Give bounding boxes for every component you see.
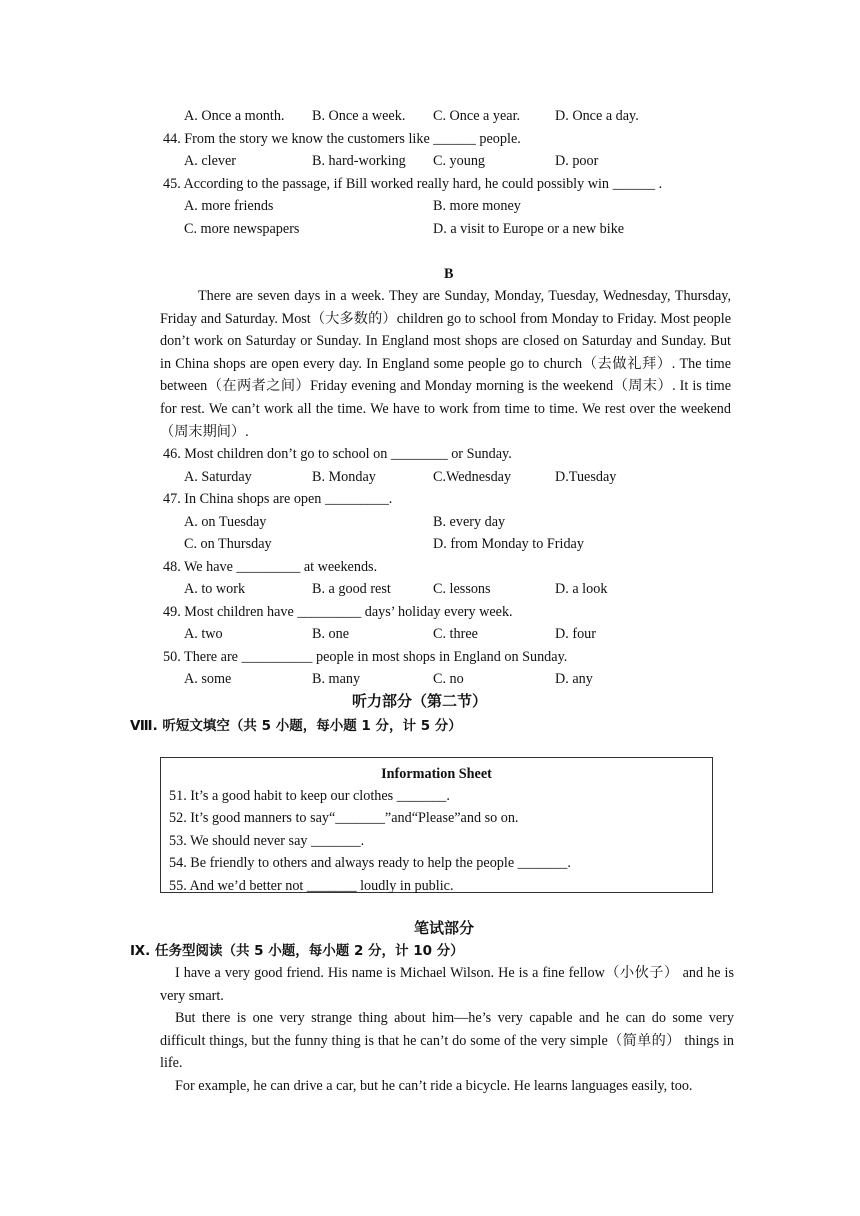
q46-option-a: A. Saturday <box>184 469 252 485</box>
q50-option-b: B. many <box>312 671 361 687</box>
q43-option-b: B. Once a week. <box>312 108 406 124</box>
q46-stem: 46. Most children don’t go to school on ________ or Sunday. <box>163 446 512 462</box>
section-b-passage <box>160 285 731 443</box>
info-line-54: 54. Be friendly to others and always ready to help the people _______. <box>169 855 571 871</box>
q44-option-b: B. hard-working <box>312 153 406 169</box>
q50-option-a: A. some <box>184 671 232 687</box>
q46-option-d: D.Tuesday <box>555 469 617 485</box>
section-b-heading: B <box>444 266 454 282</box>
q49-option-c: C. three <box>433 626 478 642</box>
section-8-heading: Ⅷ. 听短文填空（共 5 小题，每小题 1 分，计 5 分） <box>130 718 462 734</box>
q48-option-b: B. a good rest <box>312 581 391 597</box>
q48-option-a: A. to work <box>184 581 246 597</box>
section-9-paragraph-2: But there is one very strange thing about him—he’s very capable and he can do some very difficult things, but the funny thing is that he can’t do some of the very simple（简单的） things in life. <box>160 1010 734 1072</box>
q49-stem: 49. Most children have _________ days’ holiday every week. <box>163 604 513 620</box>
q43-option-d: D. Once a day. <box>555 108 639 124</box>
section-9-paragraph-3: For example, he can drive a car, but he can’t ride a bicycle. He learns languages easily, too. <box>175 1077 693 1094</box>
q43-option-c: C. Once a year. <box>433 108 521 124</box>
q49-option-a: A. two <box>184 626 223 642</box>
q47-option-d: D. from Monday to Friday <box>433 536 584 552</box>
q48-option-c: C. lessons <box>433 581 491 597</box>
q49-option-b: B. one <box>312 626 350 642</box>
section-9-paragraph-1: I have a very good friend. His name is Michael Wilson. He is a fine fellow（小伙子） and he is very smart. <box>160 965 734 1004</box>
q47-stem: 47. In China shops are open _________. <box>163 491 393 507</box>
writing-section-title: 笔试部分 <box>414 919 475 937</box>
q48-stem: 48. We have _________ at weekends. <box>163 559 378 575</box>
section-9-heading: Ⅸ. 任务型阅读（共 5 小题，每小题 2 分，计 10 分） <box>130 943 464 959</box>
q44-stem: 44. From the story we know the customers like ______ people. <box>163 131 521 147</box>
q47-option-c: C. on Thursday <box>184 536 272 552</box>
info-line-55: 55. And we’d better not _______ loudly in public. <box>169 878 454 894</box>
q45-stem: 45. According to the passage, if Bill worked really hard, he could possibly win ______ . <box>163 176 663 192</box>
info-line-52: 52. It’s good manners to say“_______”and“Please”and so on. <box>169 810 519 826</box>
q49-option-d: D. four <box>555 626 596 642</box>
q48-option-d: D. a look <box>555 581 608 597</box>
info-line-51: 51. It’s a good habit to keep our clothes _______. <box>169 788 450 804</box>
information-sheet-title: Information Sheet <box>381 766 492 782</box>
q46-option-b: B. Monday <box>312 469 376 485</box>
q50-option-d: D. any <box>555 671 593 687</box>
q45-option-c: C. more newspapers <box>184 221 300 237</box>
q46-option-c: C.Wednesday <box>433 469 512 485</box>
q45-option-d: D. a visit to Europe or a new bike <box>433 221 625 237</box>
q50-option-c: C. no <box>433 671 464 687</box>
q45-option-b: B. more money <box>433 198 521 214</box>
q45-option-a: A. more friends <box>184 198 274 214</box>
q43-option-a: A. Once a month. <box>184 108 285 124</box>
q44-option-d: D. poor <box>555 153 599 169</box>
q44-option-c: C. young <box>433 153 486 169</box>
section-9-passage <box>160 962 734 1098</box>
q50-stem: 50. There are __________ people in most shops in England on Sunday. <box>163 649 568 665</box>
section-b-passage-text: There are seven days in a week. They are Sunday, Monday, Tuesday, Wednesday, Thursday, Friday and Saturday. Most（大多数的）children go to school from Monday to Friday. Most people don’t work on Saturday or Sunday. In England most shops are closed on Saturday and Sunday. But in China shops are open every day. In England some people go to church（去做礼拜）. The time between（在两者之间）Friday evening and Monday morning is the weekend（周末）. It is time for rest. We can’t work all the time. We have to work from time to time. We rest over the weekend（周末期间）. <box>160 288 731 440</box>
q47-option-b: B. every day <box>433 514 506 530</box>
q44-option-a: A. clever <box>184 153 236 169</box>
info-line-53: 53. We should never say _______. <box>169 833 365 849</box>
information-sheet-box <box>160 757 713 893</box>
q47-option-a: A. on Tuesday <box>184 514 267 530</box>
listening-section-title: 听力部分（第二节） <box>352 692 488 710</box>
